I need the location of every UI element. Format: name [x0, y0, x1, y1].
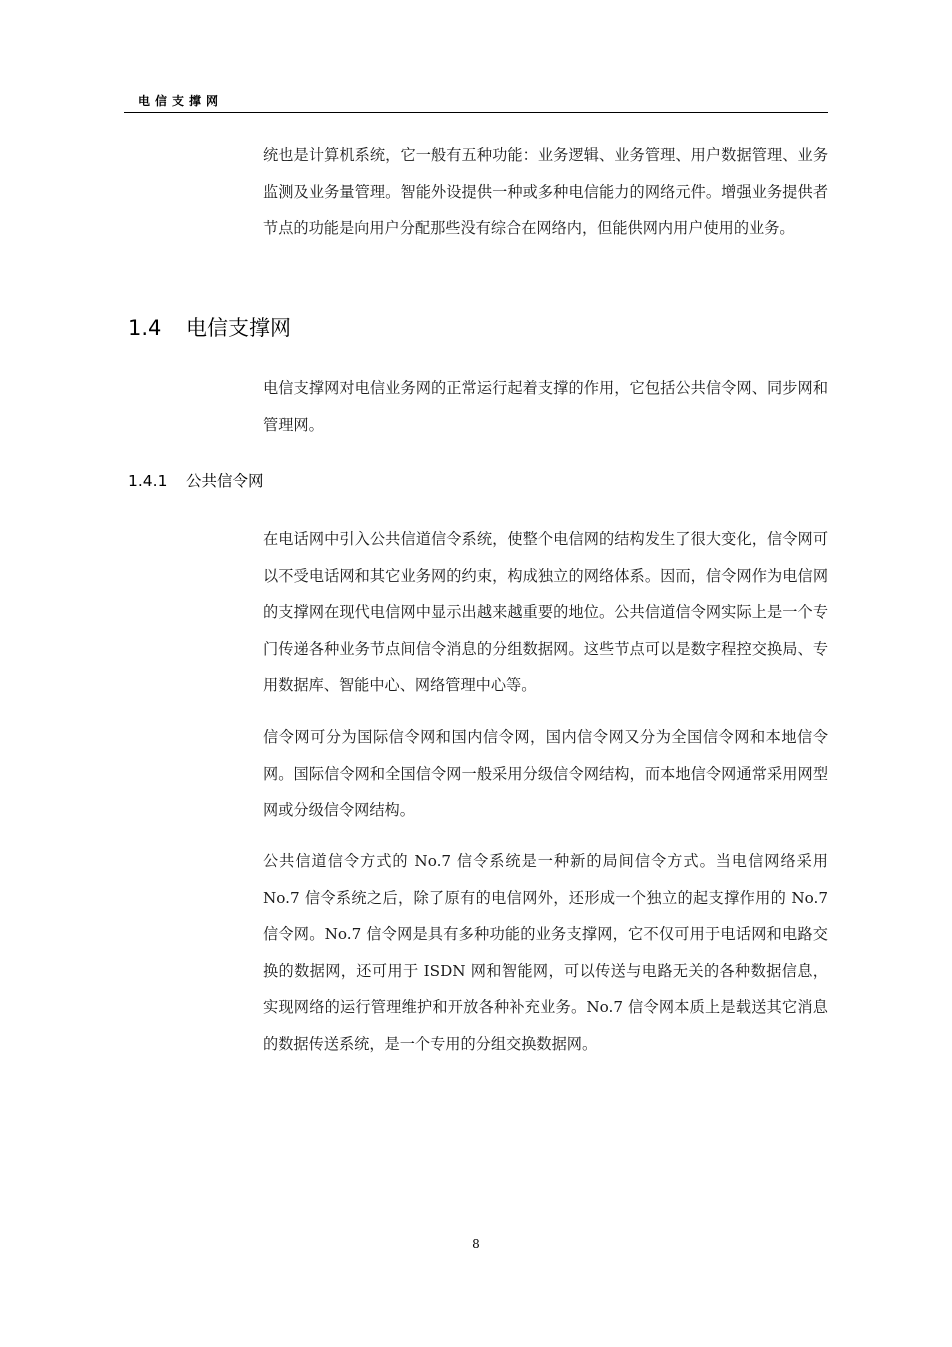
- section-paragraph: 电信支撑网对电信业务网的正常运行起着支撑的作用，它包括公共信令网、同步网和管理网。: [263, 379, 828, 434]
- running-header: [124, 90, 828, 113]
- section-title: 电信支撑网: [186, 316, 291, 340]
- section-number: 1.4: [128, 316, 162, 340]
- subsection-title: 公共信令网: [186, 472, 264, 490]
- section-heading: [128, 310, 291, 346]
- subsection-paragraph-1: 在电话网中引入公共信道信令系统，使整个电信网的结构发生了很大变化，信令网可以不受电话网和其它业务网的约束，构成独立的网络体系。因而，信令网作为电信网的支撑网在现代电信网中显示出越来越重要的地位。公共信道信令网实际上是一个专门传递各种业务节点间信令消息的分组数据网。这些节点可以是数字程控交换局、专用数据库、智能中心、网络管理中心等。: [263, 530, 828, 694]
- intro-paragraph: 统也是计算机系统，它一般有五种功能：业务逻辑、业务管理、用户数据管理、业务监测及业务量管理。智能外设提供一种或多种电信能力的网络元件。增强业务提供者节点的功能是向用户分配那些没有综合在网络内，但能供网内用户使用的业务。: [263, 146, 828, 237]
- subsection-paragraph-2: 信令网可分为国际信令网和国内信令网，国内信令网又分为全国信令网和本地信令网。国际信令网和全国信令网一般采用分级信令网结构，而本地信令网通常采用网型网或分级信令网结构。: [263, 728, 828, 819]
- subsection-paragraph-3: 公共信道信令方式的 No.7 信令系统是一种新的局间信令方式。当电信网络采用 No.7 信令系统之后，除了原有的电信网外，还形成一个独立的起支撑作用的 No.7 信令网。No.7 信令网是具有多种功能的业务支撑网，它不仅可用于电话网和电路交换的数据网，还可用于 ISDN 网和智能网，可以传送与电路无关的各种数据信息，实现网络的运行管理维护和开放各种补充业务。No.7 信令网本质上是载送其它消息的数据传送系统，是一个专用的分组交换数据网。: [263, 852, 828, 1053]
- subsection-heading: [128, 466, 264, 496]
- subsection-number: 1.4.1: [128, 472, 168, 490]
- page-number: 8: [472, 1237, 480, 1251]
- running-header-title: 电信支撑网: [138, 94, 224, 108]
